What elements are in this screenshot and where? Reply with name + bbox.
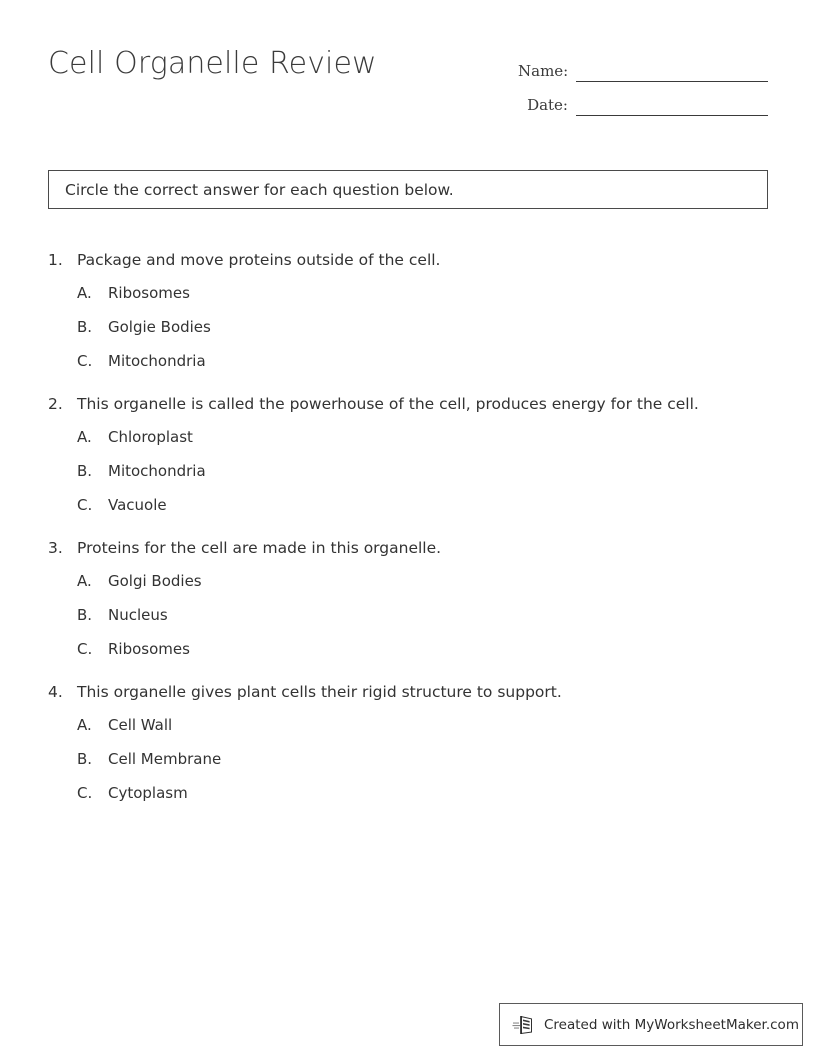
question-number: 4. (48, 683, 63, 701)
question-number: 2. (48, 395, 63, 413)
choice-letter: A. (77, 428, 92, 446)
choice-letter: A. (77, 716, 92, 734)
question-number: 1. (48, 251, 63, 269)
choice-option[interactable] (48, 749, 768, 770)
choice-option[interactable] (48, 783, 768, 804)
name-field-label: Name: (518, 62, 569, 80)
question-text: This organelle is called the powerhouse of the cell, produces energy for the cell. (77, 395, 699, 413)
choice-list (48, 571, 768, 660)
choice-letter: C. (77, 640, 93, 658)
page-title: Cell Organelle Review (48, 46, 377, 81)
name-field-line[interactable] (576, 59, 768, 82)
question-heading (48, 249, 768, 271)
choice-letter: B. (77, 750, 93, 768)
question-item (48, 393, 768, 516)
date-field-line[interactable] (576, 93, 768, 116)
question-list (48, 249, 768, 825)
choice-letter: C. (77, 496, 93, 514)
choice-text: Cytoplasm (108, 784, 188, 802)
choice-option[interactable] (48, 639, 768, 660)
choice-list (48, 715, 768, 804)
choice-list (48, 283, 768, 372)
question-text: This organelle gives plant cells their rigid structure to support. (77, 683, 562, 701)
choice-text: Golgi Bodies (108, 572, 202, 590)
choice-letter: B. (77, 606, 93, 624)
question-heading (48, 537, 768, 559)
date-field-row (518, 82, 768, 116)
name-field-row (518, 48, 768, 82)
choice-letter: B. (77, 318, 93, 336)
choice-option[interactable] (48, 351, 768, 372)
question-text: Proteins for the cell are made in this organelle. (77, 539, 442, 557)
footer-attribution-badge[interactable] (499, 1003, 803, 1046)
choice-option[interactable] (48, 427, 768, 448)
choice-option[interactable] (48, 571, 768, 592)
question-item (48, 249, 768, 372)
choice-option[interactable] (48, 715, 768, 736)
choice-text: Mitochondria (108, 462, 206, 480)
choice-text: Cell Wall (108, 716, 173, 734)
question-heading (48, 393, 768, 415)
choice-option[interactable] (48, 317, 768, 338)
choice-letter: A. (77, 284, 92, 302)
footer-attribution-text: Created with MyWorksheetMaker.com (544, 1016, 799, 1033)
question-text: Package and move proteins outside of the cell. (77, 251, 441, 269)
worksheet-header (48, 44, 768, 124)
choice-text: Ribosomes (108, 640, 190, 658)
choice-text: Chloroplast (108, 428, 193, 446)
choice-letter: A. (77, 572, 92, 590)
question-heading (48, 681, 768, 703)
choice-option[interactable] (48, 605, 768, 626)
question-number: 3. (48, 539, 63, 557)
question-item (48, 681, 768, 804)
worksheet-maker-logo-icon (512, 1012, 538, 1038)
choice-letter: B. (77, 462, 93, 480)
choice-text: Vacuole (108, 496, 167, 514)
choice-letter: C. (77, 352, 93, 370)
instruction-box (48, 170, 768, 209)
student-info-fields (518, 48, 768, 116)
choice-text: Golgie Bodies (108, 318, 211, 336)
choice-text: Cell Membrane (108, 750, 222, 768)
choice-list (48, 427, 768, 516)
choice-option[interactable] (48, 283, 768, 304)
question-item (48, 537, 768, 660)
choice-text: Mitochondria (108, 352, 206, 370)
instruction-text: Circle the correct answer for each question below. (65, 180, 454, 199)
choice-text: Nucleus (108, 606, 168, 624)
date-field-label: Date: (527, 96, 568, 114)
choice-text: Ribosomes (108, 284, 190, 302)
choice-option[interactable] (48, 461, 768, 482)
choice-letter: C. (77, 784, 93, 802)
choice-option[interactable] (48, 495, 768, 516)
